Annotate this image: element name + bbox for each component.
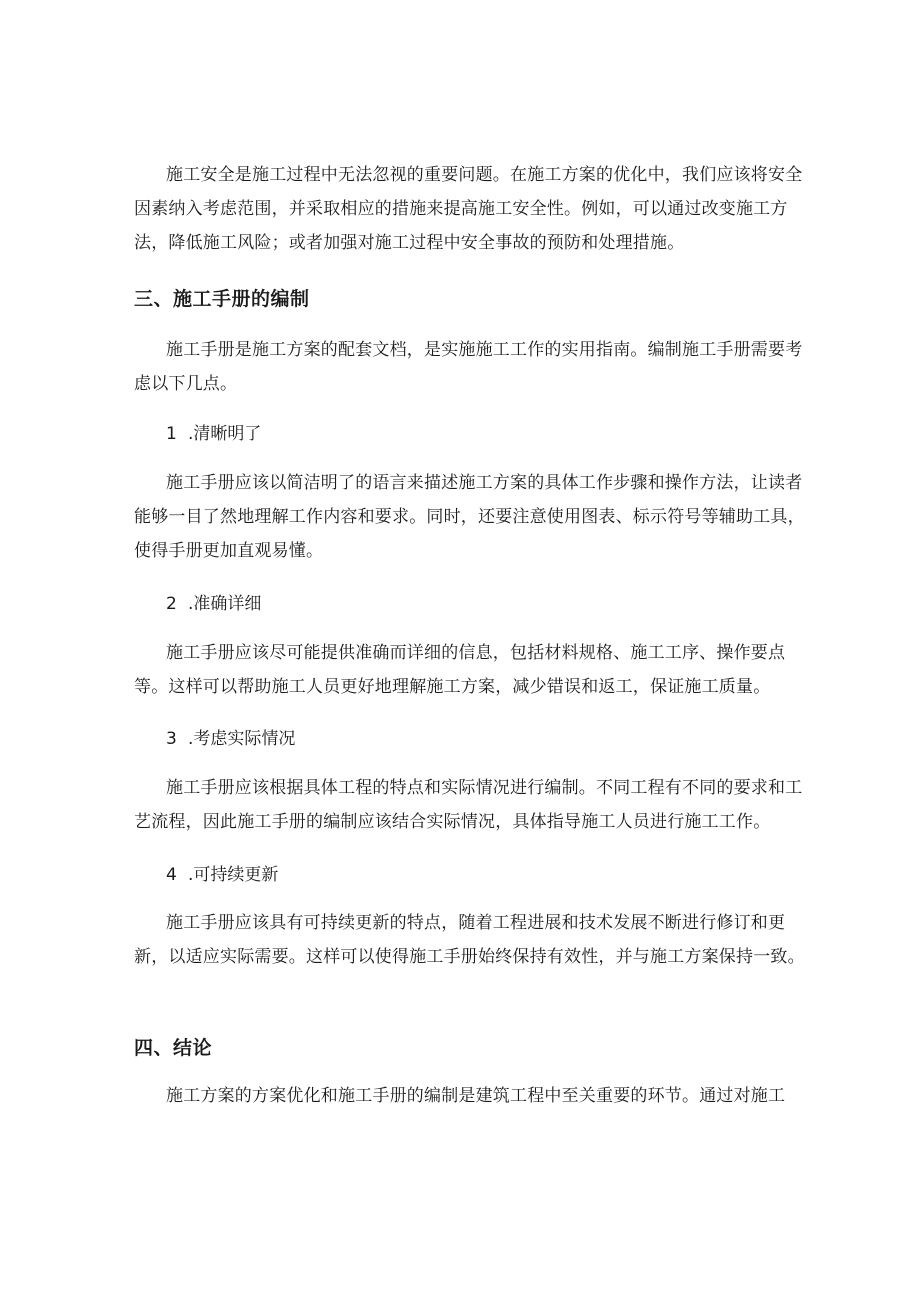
list-item-heading-2 xyxy=(166,589,261,619)
paragraph-item-3: 施工手册应该根据具体工程的特点和实际情况进行编制。不同工程有不同的要求和工艺流程，因此施工手册的编制应该结合实际情况，具体指导施工人员进行施工工作。 xyxy=(134,778,803,832)
section-heading-4: 四、结论 xyxy=(134,1037,213,1059)
section-heading-3: 三、施工手册的编制 xyxy=(134,288,310,310)
list-item-number: 4 xyxy=(166,865,177,885)
list-item-number: 1 xyxy=(166,424,177,444)
list-item-title: .可持续更新 xyxy=(188,865,279,885)
paragraph-item-1: 施工手册应该以简洁明了的语言来描述施工方案的具体工作步骤和操作方法，让读者能够一目了然地理解工作内容和要求。同时，还要注意使用图表、标示符号等辅助工具，使得手册更加直观易懂。 xyxy=(134,473,805,561)
list-item-number: 3 xyxy=(166,729,177,749)
list-item-number: 2 xyxy=(166,594,177,614)
list-item-title: .准确详细 xyxy=(188,594,262,614)
list-item-heading-1 xyxy=(166,419,261,449)
paragraph-conclusion: 施工方案的方案优化和施工手册的编制是建筑工程中至关重要的环节。通过对施工 xyxy=(166,1086,786,1106)
list-item-title: .清晰明了 xyxy=(188,424,262,444)
paragraph-item-4: 施工手册应该具有可持续更新的特点，随着工程进展和技术发展不断进行修订和更新，以适应实际需要。这样可以使得施工手册始终保持有效性，并与施工方案保持一致。 xyxy=(134,913,805,967)
paragraph-safety: 施工安全是施工过程中无法忽视的重要问题。在施工方案的优化中，我们应该将安全因素纳入考虑范围，并采取相应的措施来提高施工安全性。例如，可以通过改变施工方法，降低施工风险；或者加强对施工过程中安全事故的预防和处理措施。 xyxy=(134,165,803,253)
list-item-title: .考虑实际情况 xyxy=(188,729,296,749)
list-item-heading-3 xyxy=(166,724,295,754)
paragraph-manual-intro: 施工手册是施工方案的配套文档，是实施施工工作的实用指南。编制施工手册需要考虑以下几点。 xyxy=(134,340,803,394)
list-item-heading-4 xyxy=(166,860,278,890)
paragraph-item-2: 施工手册应该尽可能提供准确而详细的信息，包括材料规格、施工工序、操作要点等。这样可以帮助施工人员更好地理解施工方案，减少错误和返工，保证施工质量。 xyxy=(134,643,786,697)
